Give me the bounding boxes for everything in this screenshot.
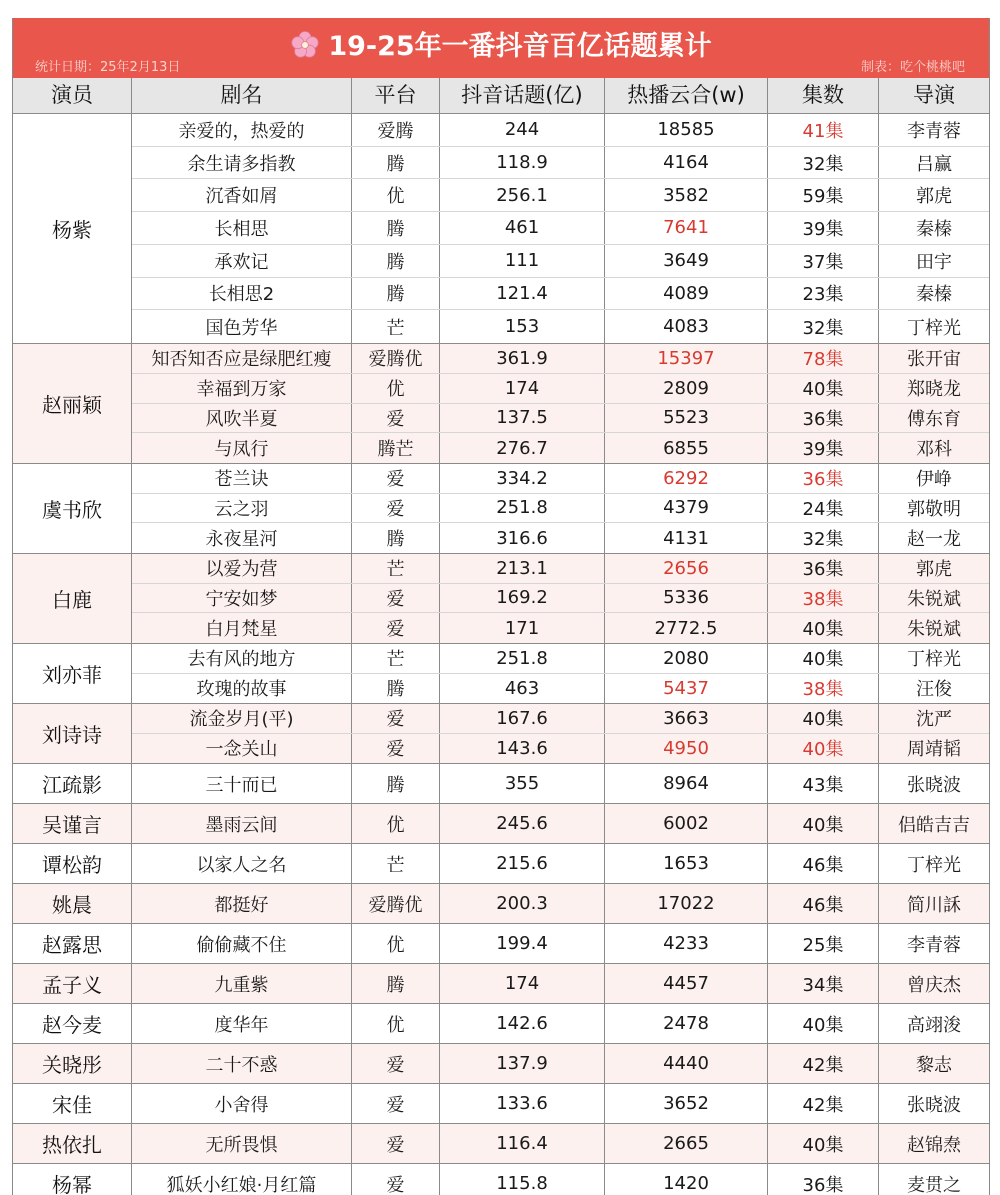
actor-name: 关晓彤: [13, 1044, 132, 1083]
table-row: [132, 1004, 989, 1043]
episodes-cell: 59集: [768, 179, 879, 211]
table-row: [132, 924, 989, 963]
actor-name: 杨幂: [13, 1164, 132, 1195]
yunhe-cell: 2809: [605, 374, 768, 403]
director-cell: 朱锐斌: [907, 619, 961, 641]
yunhe-cell: 4379: [605, 494, 768, 523]
director-cell: 沈严: [916, 709, 952, 731]
actor-name: 杨紫: [13, 114, 132, 343]
topic-cell: 171: [440, 613, 605, 643]
table-row: [132, 179, 989, 212]
topic-cell: 251.8: [440, 494, 605, 523]
table-row: [132, 844, 989, 883]
topic-cell: 174: [440, 374, 605, 403]
header-episodes: 集数: [768, 78, 879, 113]
actor-name: 吴谨言: [13, 804, 132, 843]
topic-cell: 334.2: [440, 464, 605, 493]
episodes-cell: 40集: [768, 734, 879, 764]
episodes-cell: 38集: [768, 584, 879, 613]
platform-cell: 优: [352, 374, 440, 403]
actor-name: 刘亦菲: [13, 644, 132, 703]
episodes-cell: 78集: [768, 344, 879, 373]
topic-cell: 142.6: [440, 1004, 605, 1043]
topic-cell: 244: [440, 114, 605, 146]
episodes-cell: 46集: [768, 884, 879, 923]
topic-cell: 115.8: [440, 1164, 605, 1195]
drama-cell: 都挺好: [132, 884, 352, 923]
director-cell: 简川訸: [907, 894, 961, 916]
topic-cell: 200.3: [440, 884, 605, 923]
table-row: [132, 964, 989, 1003]
table-row: [132, 278, 989, 311]
platform-cell: 爱: [352, 1164, 440, 1195]
yunhe-cell: 1420: [605, 1164, 768, 1195]
platform-cell: 爱: [352, 584, 440, 613]
platform-cell: 腾: [352, 245, 440, 277]
topic-cell: 245.6: [440, 804, 605, 843]
actor-group: [13, 644, 989, 704]
drama-cell: 承欢记: [132, 245, 352, 277]
header-platform: 平台: [352, 78, 440, 113]
platform-cell: 优: [352, 1004, 440, 1043]
director-cell: 吕赢: [916, 153, 952, 175]
director-cell: 麦贯之: [907, 1174, 961, 1195]
director-cell: 郭虎: [916, 186, 952, 208]
table-row: [132, 554, 989, 584]
episodes-cell: 32集: [768, 310, 879, 343]
episodes-cell: 23集: [768, 278, 879, 310]
table-row: [132, 734, 989, 764]
cherry-blossom-icon: [290, 30, 320, 60]
yunhe-cell: 5523: [605, 404, 768, 433]
drama-cell: 无所畏惧: [132, 1124, 352, 1163]
director-cell: 伊峥: [916, 469, 952, 491]
topic-cell: 167.6: [440, 704, 605, 733]
director-cell: 秦榛: [916, 284, 952, 306]
drama-cell: 一念关山: [132, 734, 352, 764]
table-row: [132, 344, 989, 374]
episodes-cell: 38集: [768, 674, 879, 704]
yunhe-cell: 8964: [605, 764, 768, 803]
yunhe-cell: 4950: [605, 734, 768, 764]
episodes-cell: 40集: [768, 804, 879, 843]
table-row: [132, 884, 989, 923]
director-cell: 秦榛: [916, 218, 952, 240]
episodes-cell: 39集: [768, 212, 879, 244]
actor-name: 热依扎: [13, 1124, 132, 1163]
topic-cell: 361.9: [440, 344, 605, 373]
drama-cell: 以家人之名: [132, 844, 352, 883]
yunhe-cell: 2080: [605, 644, 768, 673]
yunhe-cell: 4440: [605, 1044, 768, 1083]
table-row: [132, 764, 989, 803]
drama-cell: 沉香如屑: [132, 179, 352, 211]
episodes-cell: 40集: [768, 1004, 879, 1043]
table-row: [132, 584, 989, 614]
table-row: [132, 523, 989, 553]
drama-cell: 白月梵星: [132, 613, 352, 643]
yunhe-cell: 4083: [605, 310, 768, 343]
drama-cell: 二十不惑: [132, 1044, 352, 1083]
yunhe-cell: 2656: [605, 554, 768, 583]
table-row: [132, 464, 989, 494]
episodes-cell: 40集: [768, 613, 879, 643]
table-row: [132, 804, 989, 843]
director-cell: 张开宙: [907, 349, 961, 371]
drama-cell: 墨雨云间: [132, 804, 352, 843]
topic-cell: 199.4: [440, 924, 605, 963]
actor-name: 赵露思: [13, 924, 132, 963]
yunhe-cell: 4131: [605, 523, 768, 553]
actor-name: 孟子义: [13, 964, 132, 1003]
yunhe-cell: 5437: [605, 674, 768, 704]
platform-cell: 芒: [352, 644, 440, 673]
actor-name: 宋佳: [13, 1084, 132, 1123]
actor-group: [13, 964, 989, 1004]
yunhe-cell: 7641: [605, 212, 768, 244]
platform-cell: 爱: [352, 464, 440, 493]
director-cell: 曾庆杰: [907, 974, 961, 996]
director-cell: 张晓波: [907, 774, 961, 796]
episodes-cell: 36集: [768, 464, 879, 493]
platform-cell: 腾芒: [352, 433, 440, 463]
episodes-cell: 39集: [768, 433, 879, 463]
drama-cell: 与凤行: [132, 433, 352, 463]
director-cell: 丁梓光: [907, 317, 961, 339]
yunhe-cell: 2665: [605, 1124, 768, 1163]
platform-cell: 优: [352, 179, 440, 211]
topic-cell: 316.6: [440, 523, 605, 553]
actor-group: [13, 114, 989, 344]
director-cell: 丁梓光: [907, 649, 961, 671]
episodes-cell: 40集: [768, 644, 879, 673]
yunhe-cell: 15397: [605, 344, 768, 373]
drama-cell: 亲爱的，热爱的: [132, 114, 352, 146]
platform-cell: 腾: [352, 674, 440, 704]
episodes-cell: 41集: [768, 114, 879, 146]
platform-cell: 爱: [352, 1084, 440, 1123]
episodes-cell: 37集: [768, 245, 879, 277]
title-banner: [13, 18, 989, 78]
yunhe-cell: 3663: [605, 704, 768, 733]
table-row: [132, 404, 989, 434]
drama-cell: 长相思: [132, 212, 352, 244]
actor-name: 赵今麦: [13, 1004, 132, 1043]
director-cell: 汪俊: [916, 679, 952, 701]
actor-group: [13, 464, 989, 554]
table-row: [132, 147, 989, 180]
actor-group: [13, 1084, 989, 1124]
topic-cell: 116.4: [440, 1124, 605, 1163]
episodes-cell: 42集: [768, 1044, 879, 1083]
table-row: [132, 704, 989, 734]
actor-name: 江疏影: [13, 764, 132, 803]
actor-name: 姚晨: [13, 884, 132, 923]
table-row: [132, 1164, 989, 1195]
actor-name: 赵丽颖: [13, 344, 132, 463]
table-row: [132, 613, 989, 643]
topic-cell: 137.5: [440, 404, 605, 433]
table-row: [132, 374, 989, 404]
episodes-cell: 40集: [768, 374, 879, 403]
episodes-cell: 43集: [768, 764, 879, 803]
platform-cell: 芒: [352, 554, 440, 583]
actor-group: [13, 1124, 989, 1164]
actor-group: [13, 844, 989, 884]
episodes-cell: 40集: [768, 1124, 879, 1163]
header-drama: 剧名: [132, 78, 352, 113]
platform-cell: 爱: [352, 613, 440, 643]
director-cell: 李青蓉: [907, 934, 961, 956]
drama-cell: 宁安如梦: [132, 584, 352, 613]
topic-cell: 174: [440, 964, 605, 1003]
yunhe-cell: 4233: [605, 924, 768, 963]
topic-cell: 153: [440, 310, 605, 343]
episodes-cell: 36集: [768, 404, 879, 433]
director-cell: 田宇: [916, 251, 952, 273]
episodes-cell: 40集: [768, 704, 879, 733]
yunhe-cell: 4164: [605, 147, 768, 179]
platform-cell: 腾: [352, 212, 440, 244]
table-row: [132, 245, 989, 278]
drama-cell: 九重紫: [132, 964, 352, 1003]
yunhe-cell: 4457: [605, 964, 768, 1003]
platform-cell: 爱: [352, 404, 440, 433]
actor-group: [13, 1164, 989, 1195]
topic-cell: 111: [440, 245, 605, 277]
episodes-cell: 32集: [768, 523, 879, 553]
table-row: [132, 674, 989, 704]
topic-cell: 256.1: [440, 179, 605, 211]
director-cell: 赵锦焘: [907, 1134, 961, 1156]
drama-cell: 流金岁月(平): [132, 704, 352, 733]
drama-cell: 幸福到万家: [132, 374, 352, 403]
topic-cell: 121.4: [440, 278, 605, 310]
drama-cell: 三十而已: [132, 764, 352, 803]
yunhe-cell: 2772.5: [605, 613, 768, 643]
episodes-cell: 32集: [768, 147, 879, 179]
actor-group: [13, 764, 989, 804]
platform-cell: 优: [352, 924, 440, 963]
platform-cell: 腾: [352, 278, 440, 310]
episodes-cell: 46集: [768, 844, 879, 883]
director-cell: 高翊浚: [907, 1014, 961, 1036]
platform-cell: 优: [352, 804, 440, 843]
table-row: [132, 1124, 989, 1163]
episodes-cell: 36集: [768, 1164, 879, 1195]
actor-group: [13, 1004, 989, 1044]
actor-group: [13, 704, 989, 764]
platform-cell: 爱: [352, 1044, 440, 1083]
drama-cell: 永夜星河: [132, 523, 352, 553]
platform-cell: 腾: [352, 523, 440, 553]
actor-name: 刘诗诗: [13, 704, 132, 763]
yunhe-cell: 1653: [605, 844, 768, 883]
platform-cell: 爱: [352, 1124, 440, 1163]
platform-cell: 爱: [352, 734, 440, 764]
header-yunhe: 热播云合(w): [605, 78, 768, 113]
table-row: [132, 494, 989, 524]
director-cell: 周靖韬: [907, 739, 961, 761]
actor-group: [13, 884, 989, 924]
yunhe-cell: 18585: [605, 114, 768, 146]
title-text: 19-25年一番抖音百亿话题累计: [328, 31, 712, 62]
header-topic: 抖音话题(亿): [440, 78, 605, 113]
topic-cell: 251.8: [440, 644, 605, 673]
director-cell: 张晓波: [907, 1094, 961, 1116]
platform-cell: 爱: [352, 704, 440, 733]
drama-cell: 偷偷藏不住: [132, 924, 352, 963]
topic-cell: 461: [440, 212, 605, 244]
table-row: [132, 644, 989, 674]
drama-cell: 狐妖小红娘·月红篇: [132, 1164, 352, 1195]
platform-cell: 爱腾优: [352, 344, 440, 373]
table-row: [132, 1084, 989, 1123]
drama-cell: 长相思2: [132, 278, 352, 310]
stats-table: [12, 18, 990, 1195]
director-cell: 侣皓吉吉: [898, 814, 970, 836]
drama-cell: 云之羽: [132, 494, 352, 523]
drama-cell: 余生请多指教: [132, 147, 352, 179]
table-row: [132, 310, 989, 343]
actor-group: [13, 924, 989, 964]
yunhe-cell: 6292: [605, 464, 768, 493]
yunhe-cell: 5336: [605, 584, 768, 613]
yunhe-cell: 4089: [605, 278, 768, 310]
actor-group: [13, 1044, 989, 1084]
director-cell: 赵一龙: [907, 529, 961, 551]
actor-group: [13, 804, 989, 844]
table-row: [132, 1044, 989, 1083]
director-cell: 郭虎: [916, 559, 952, 581]
director-cell: 傅东育: [907, 408, 961, 430]
yunhe-cell: 17022: [605, 884, 768, 923]
topic-cell: 169.2: [440, 584, 605, 613]
topic-cell: 137.9: [440, 1044, 605, 1083]
platform-cell: 芒: [352, 310, 440, 343]
platform-cell: 爱腾优: [352, 884, 440, 923]
header-director: 导演: [913, 83, 955, 107]
drama-cell: 小舍得: [132, 1084, 352, 1123]
table-author: 制表：吃个桃桃吧: [860, 60, 965, 75]
platform-cell: 腾: [352, 964, 440, 1003]
episodes-cell: 25集: [768, 924, 879, 963]
actor-name: 白鹿: [13, 554, 132, 643]
episodes-cell: 42集: [768, 1084, 879, 1123]
header-actor: 演员: [13, 78, 132, 113]
episodes-cell: 24集: [768, 494, 879, 523]
drama-cell: 去有风的地方: [132, 644, 352, 673]
table-row: [132, 433, 989, 463]
director-cell: 朱锐斌: [907, 588, 961, 610]
episodes-cell: 34集: [768, 964, 879, 1003]
drama-cell: 国色芳华: [132, 310, 352, 343]
topic-cell: 463: [440, 674, 605, 704]
director-cell: 丁梓光: [907, 854, 961, 876]
platform-cell: 腾: [352, 764, 440, 803]
actor-group: [13, 344, 989, 464]
actor-name: 虞书欣: [13, 464, 132, 553]
episodes-cell: 36集: [768, 554, 879, 583]
stat-date: 统计日期：25年2月13日: [35, 60, 181, 75]
yunhe-cell: 3649: [605, 245, 768, 277]
director-cell: 郑晓龙: [907, 379, 961, 401]
topic-cell: 276.7: [440, 433, 605, 463]
table-row: [132, 114, 989, 147]
topic-cell: 213.1: [440, 554, 605, 583]
drama-cell: 知否知否应是绿肥红瘦: [132, 344, 352, 373]
actor-group: [13, 554, 989, 644]
director-cell: 郭敬明: [907, 498, 961, 520]
director-cell: 邓科: [916, 439, 952, 461]
yunhe-cell: 6002: [605, 804, 768, 843]
drama-cell: 度华年: [132, 1004, 352, 1043]
drama-cell: 风吹半夏: [132, 404, 352, 433]
actor-name: 谭松韵: [13, 844, 132, 883]
yunhe-cell: 6855: [605, 433, 768, 463]
table-header: [13, 78, 989, 114]
topic-cell: 143.6: [440, 734, 605, 764]
director-cell: 黎志: [916, 1054, 952, 1076]
platform-cell: 芒: [352, 844, 440, 883]
platform-cell: 腾: [352, 147, 440, 179]
drama-cell: 苍兰诀: [132, 464, 352, 493]
topic-cell: 118.9: [440, 147, 605, 179]
yunhe-cell: 3652: [605, 1084, 768, 1123]
yunhe-cell: 3582: [605, 179, 768, 211]
topic-cell: 133.6: [440, 1084, 605, 1123]
drama-cell: 玫瑰的故事: [132, 674, 352, 704]
director-cell: 李青蓉: [907, 120, 961, 142]
platform-cell: 爱腾: [352, 114, 440, 146]
topic-cell: 215.6: [440, 844, 605, 883]
drama-cell: 以爱为营: [132, 554, 352, 583]
platform-cell: 爱: [352, 494, 440, 523]
table-row: [132, 212, 989, 245]
yunhe-cell: 2478: [605, 1004, 768, 1043]
topic-cell: 355: [440, 764, 605, 803]
